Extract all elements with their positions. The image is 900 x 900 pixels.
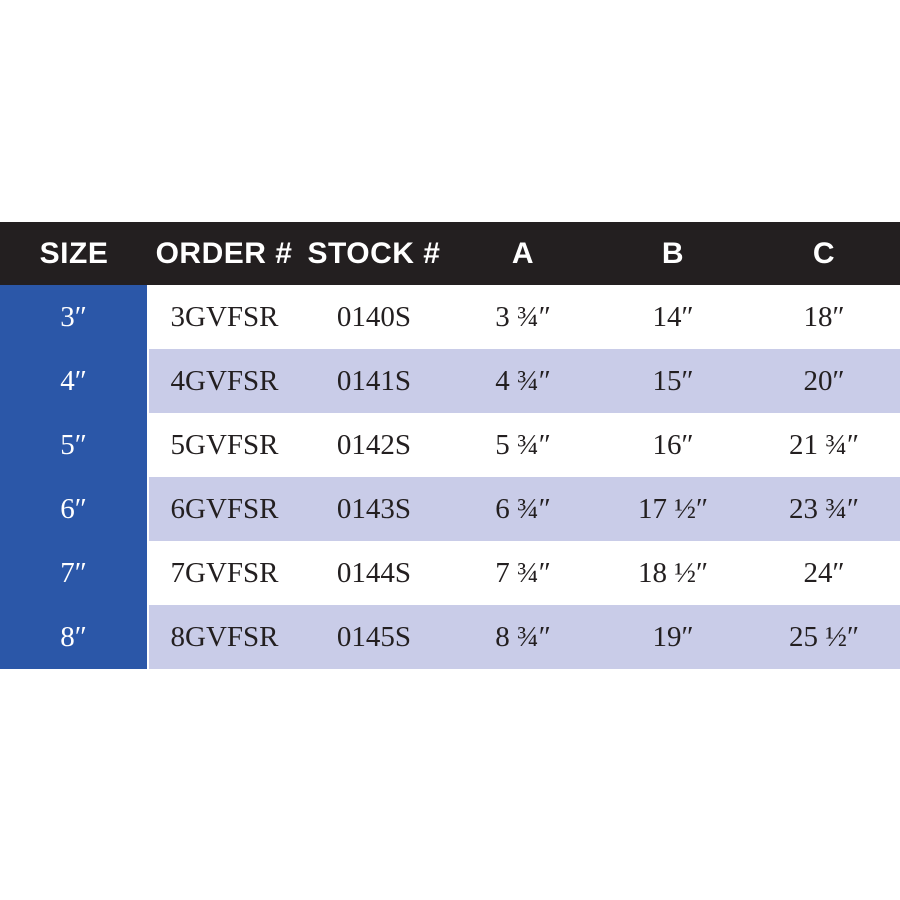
cell-c: 24″	[748, 541, 900, 605]
cell-b: 19″	[598, 605, 748, 669]
size-chart-table	[0, 222, 900, 669]
cell-size: 6″	[0, 477, 148, 541]
cell-size: 8″	[0, 605, 148, 669]
size-chart-container	[0, 222, 900, 669]
column-header-b: B	[598, 222, 748, 285]
cell-order: 7GVFSR	[148, 541, 300, 605]
cell-order: 6GVFSR	[148, 477, 300, 541]
cell-order: 3GVFSR	[148, 285, 300, 349]
cell-a: 8 ¾″	[448, 605, 598, 669]
cell-b: 17 ½″	[598, 477, 748, 541]
cell-stock: 0141S	[300, 349, 448, 413]
cell-size: 3″	[0, 285, 148, 349]
cell-c: 20″	[748, 349, 900, 413]
cell-a: 3 ¾″	[448, 285, 598, 349]
table-header-row	[0, 222, 900, 285]
cell-order: 5GVFSR	[148, 413, 300, 477]
table-row	[0, 605, 900, 669]
column-header-c: C	[748, 222, 900, 285]
column-header-order: ORDER #	[148, 222, 300, 285]
cell-stock: 0145S	[300, 605, 448, 669]
cell-b: 18 ½″	[598, 541, 748, 605]
cell-b: 15″	[598, 349, 748, 413]
table-header	[0, 222, 900, 285]
table-row	[0, 349, 900, 413]
cell-size: 5″	[0, 413, 148, 477]
cell-c: 18″	[748, 285, 900, 349]
cell-a: 6 ¾″	[448, 477, 598, 541]
cell-order: 4GVFSR	[148, 349, 300, 413]
cell-a: 7 ¾″	[448, 541, 598, 605]
cell-b: 16″	[598, 413, 748, 477]
table-row	[0, 477, 900, 541]
cell-b: 14″	[598, 285, 748, 349]
cell-c: 21 ¾″	[748, 413, 900, 477]
cell-a: 5 ¾″	[448, 413, 598, 477]
cell-size: 4″	[0, 349, 148, 413]
cell-stock: 0142S	[300, 413, 448, 477]
cell-stock: 0143S	[300, 477, 448, 541]
column-header-size: SIZE	[0, 222, 148, 285]
cell-order: 8GVFSR	[148, 605, 300, 669]
cell-c: 23 ¾″	[748, 477, 900, 541]
cell-stock: 0144S	[300, 541, 448, 605]
cell-stock: 0140S	[300, 285, 448, 349]
cell-c: 25 ½″	[748, 605, 900, 669]
table-row	[0, 413, 900, 477]
cell-size: 7″	[0, 541, 148, 605]
column-header-a: A	[448, 222, 598, 285]
table-row	[0, 285, 900, 349]
cell-a: 4 ¾″	[448, 349, 598, 413]
column-header-stock: STOCK #	[300, 222, 448, 285]
table-row	[0, 541, 900, 605]
table-body	[0, 285, 900, 669]
